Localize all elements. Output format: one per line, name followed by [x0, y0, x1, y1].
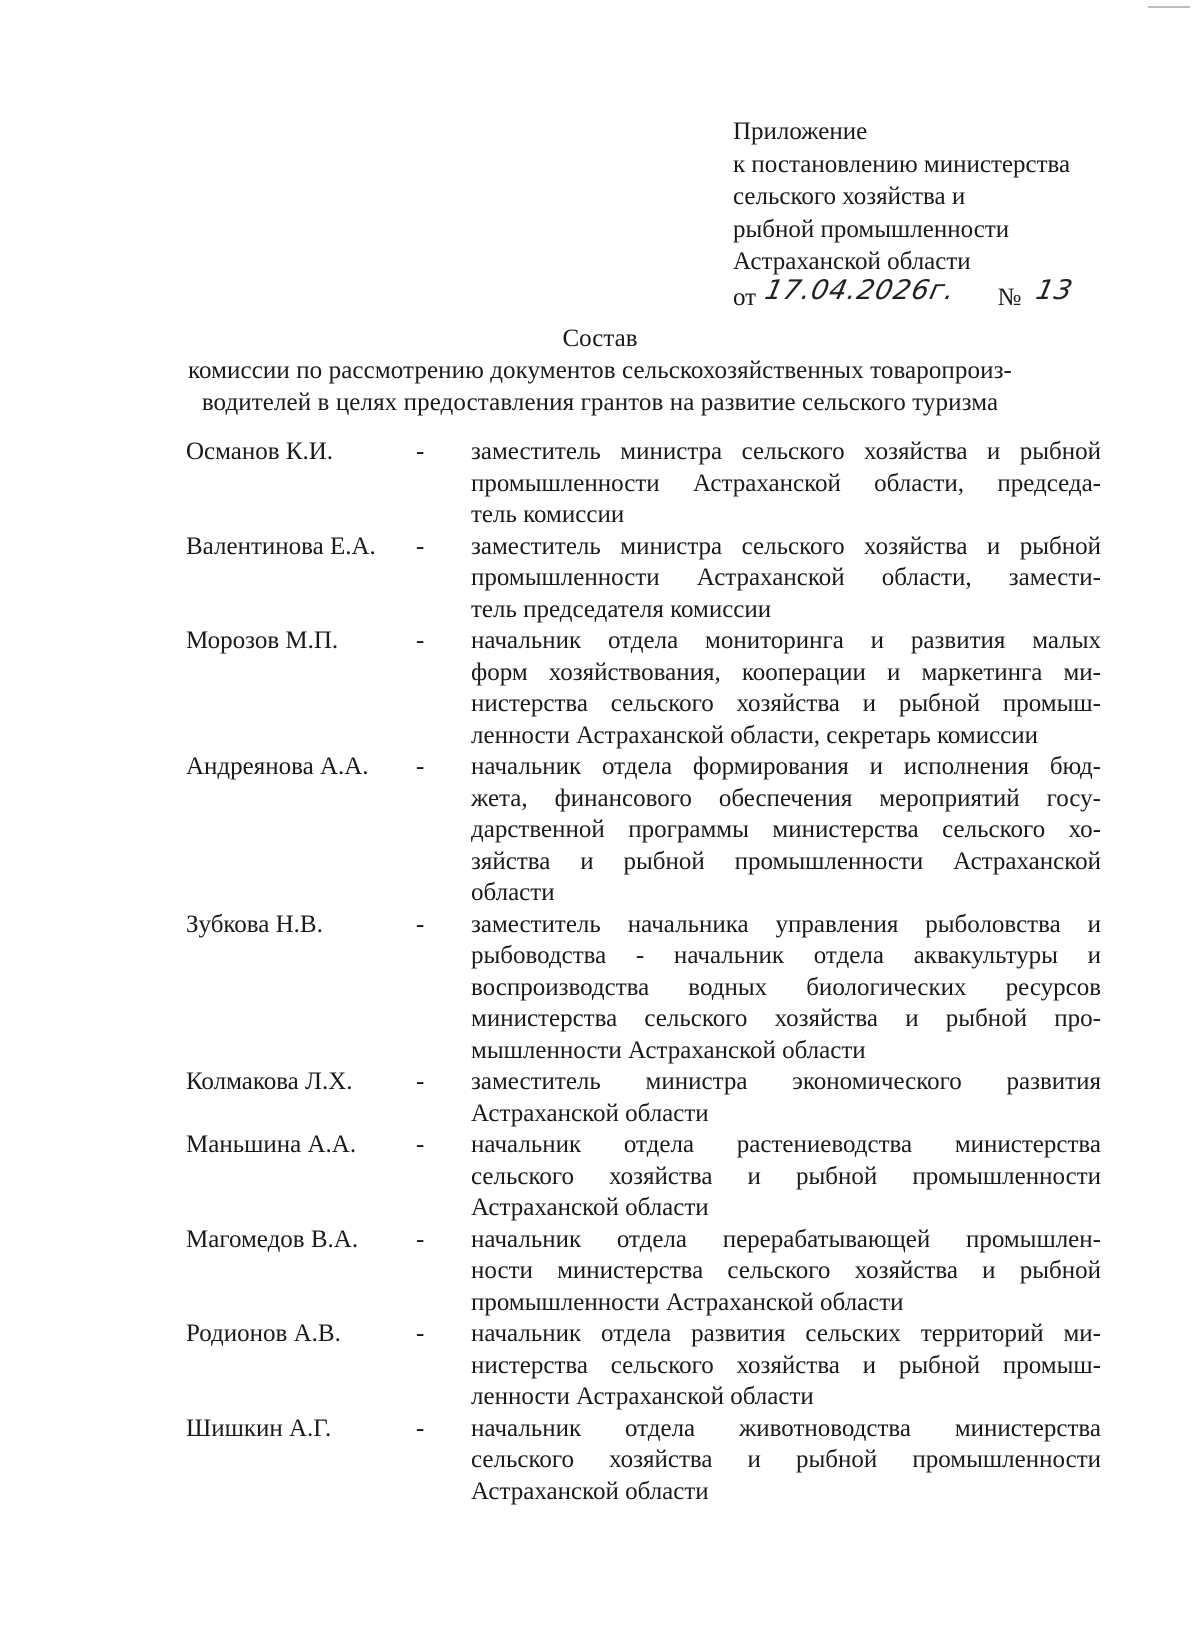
handwritten-number: 13	[1033, 274, 1077, 306]
member-role-line: Астраханской области	[471, 1099, 709, 1127]
member-role-line: ности министерства сельского хозяйства и рыбной	[471, 1257, 1101, 1284]
member-role-line: промышленности Астраханской области	[471, 1288, 904, 1316]
member-role-line: форм хозяйствования, кооперации и маркетинга ми-	[471, 658, 1101, 686]
member-role-line: заместитель министра сельского хозяйства и рыбной	[471, 438, 1101, 465]
member-role	[471, 436, 1101, 531]
member-role	[471, 625, 1101, 751]
member-role-line: начальник отдела формирования и исполнения бюд-	[471, 753, 1101, 780]
member-role-line: зяйства и рыбной промышленности Астраханской	[471, 847, 1101, 875]
member-name: Зубкова Н.В.	[186, 910, 323, 938]
title-subtitle-line: комиссии по рассмотрению документов сельскохозяйственных товаропроиз-	[188, 357, 1012, 384]
member-row	[186, 751, 1101, 909]
member-role-line: ленности Астраханской области, секретарь комиссии	[471, 721, 1039, 749]
title-heading: Состав	[562, 325, 638, 352]
member-role	[471, 751, 1101, 909]
member-role	[471, 1129, 1101, 1224]
member-name: Андреянова А.А.	[186, 753, 369, 780]
appendix-line: Астраханской области	[733, 248, 971, 275]
member-role-line: рыбоводства - начальник отдела аквакультуры и	[471, 942, 1101, 969]
date-prefix: от	[733, 283, 757, 311]
commission-members-list	[186, 436, 1101, 1507]
member-role-line: начальник отдела развития сельских территорий ми-	[471, 1320, 1101, 1347]
member-name: Валентинова Е.А.	[186, 532, 376, 560]
member-dash: -	[416, 1320, 425, 1347]
member-row	[186, 531, 1101, 626]
member-role-line: Астраханской области	[471, 1477, 709, 1505]
document-title	[0, 323, 1200, 419]
appendix-date-line	[733, 274, 1077, 315]
member-role-line: нистерства сельского хозяйства и рыбной промыш-	[471, 690, 1101, 717]
handwritten-date: 17.04.2026г.	[762, 274, 959, 306]
member-role-line: промышленности Астраханской области, замести-	[471, 564, 1101, 591]
member-row	[186, 1224, 1101, 1319]
member-role	[471, 1318, 1101, 1413]
member-role-line: министерства сельского хозяйства и рыбной про-	[471, 1005, 1101, 1032]
number-label: №	[997, 283, 1022, 311]
member-role-line: начальник отдела животноводства министерства	[471, 1414, 1101, 1442]
member-dash: -	[416, 1414, 425, 1442]
member-row	[186, 436, 1101, 531]
member-role-line: сельского хозяйства и рыбной промышленности	[471, 1446, 1101, 1473]
member-role-line: жета, финансового обеспечения мероприятий госу-	[471, 784, 1101, 812]
member-role-line: заместитель начальника управления рыболовства и	[471, 910, 1101, 938]
member-name: Колмакова Л.Х.	[186, 1068, 353, 1095]
member-role-line: нистерства сельского хозяйства и рыбной промыш-	[471, 1351, 1101, 1379]
member-role-line: заместитель министра сельского хозяйства и рыбной	[471, 532, 1101, 560]
appendix-line: рыбной промышленности	[733, 215, 1010, 243]
member-name: Османов К.И.	[186, 438, 334, 465]
member-name: Морозов М.П.	[186, 627, 339, 654]
member-role-line: начальник отдела мониторинга и развития малых	[471, 627, 1101, 654]
member-dash: -	[416, 627, 425, 654]
member-name: Маньшина А.А.	[186, 1131, 357, 1158]
member-role-line: тель комиссии	[471, 501, 625, 528]
appendix-line: сельского хозяйства и	[733, 183, 966, 210]
member-name: Родионов А.В.	[186, 1320, 341, 1347]
member-role-line: области	[471, 879, 555, 906]
member-role	[471, 1066, 1101, 1129]
member-dash: -	[416, 438, 425, 465]
member-row	[186, 1066, 1101, 1129]
appendix-block	[733, 116, 1077, 314]
member-role-line: дарственной программы министерства сельского хо-	[471, 816, 1101, 843]
member-role-line: мышленности Астраханской области	[471, 1036, 866, 1064]
member-role-line: промышленности Астраханской области, председа-	[471, 469, 1101, 497]
member-row	[186, 1129, 1101, 1224]
member-dash: -	[416, 1225, 425, 1253]
member-dash: -	[416, 1068, 425, 1095]
member-dash: -	[416, 910, 425, 938]
member-row	[186, 1318, 1101, 1413]
appendix-line: Приложение	[733, 118, 868, 145]
member-row	[186, 625, 1101, 751]
member-role-line: сельского хозяйства и рыбной промышленности	[471, 1162, 1101, 1190]
member-role-line: заместитель министра экономического развития	[471, 1068, 1101, 1095]
member-role	[471, 1224, 1101, 1319]
member-role	[471, 531, 1101, 626]
member-role-line: ленности Астраханской области	[471, 1383, 814, 1410]
member-role-line: начальник отдела перерабатывающей промышлен-	[471, 1225, 1101, 1253]
member-role-line: начальник отдела растениеводства министерства	[471, 1131, 1101, 1158]
member-role-line: Астраханской области	[471, 1194, 709, 1221]
member-dash: -	[416, 753, 425, 780]
member-name: Шишкин А.Г.	[186, 1414, 332, 1442]
member-role-line: воспроизводства водных биологических ресурсов	[471, 973, 1101, 1001]
member-role	[471, 909, 1101, 1067]
appendix-line: к постановлению министерства	[733, 150, 1071, 178]
scan-edge-mark	[1148, 6, 1190, 8]
member-role-line: тель председателя комиссии	[471, 595, 772, 623]
member-role	[471, 1413, 1101, 1508]
member-dash: -	[416, 1131, 425, 1158]
title-subtitle-line: водителей в целях предоставления грантов на развитие сельского туризма	[201, 389, 999, 416]
member-name: Магомедов В.А.	[186, 1225, 359, 1253]
member-row	[186, 909, 1101, 1067]
member-row	[186, 1413, 1101, 1508]
member-dash: -	[416, 532, 425, 560]
